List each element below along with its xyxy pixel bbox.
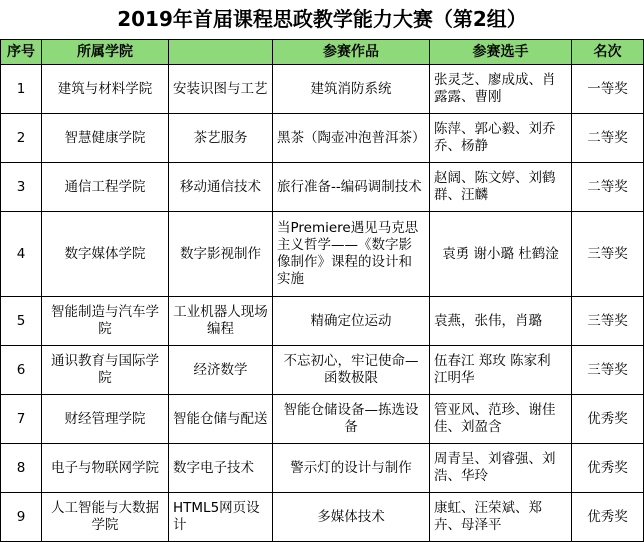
cell-contestants: 康虹、汪荣斌、郑卉、母泽平	[430, 493, 572, 542]
cell-award: 优秀奖	[572, 493, 644, 542]
header-row	[1, 40, 644, 65]
cell-course: 数字影视制作	[169, 212, 273, 297]
cell-course: 茶艺服务	[169, 114, 273, 163]
cell-work: 多媒体技术	[273, 493, 430, 542]
cell-no: 5	[1, 297, 42, 346]
cell-course: HTML5网页设计	[169, 493, 273, 542]
cell-no: 7	[1, 395, 42, 444]
cell-course: 安装识图与工艺	[169, 65, 273, 114]
page-title: 2019年首届课程思政教学能力大赛（第2组）	[117, 7, 527, 31]
cell-award: 优秀奖	[572, 444, 644, 493]
cell-no: 4	[1, 212, 42, 297]
cell-no: 3	[1, 163, 42, 212]
cell-college: 建筑与材料学院	[42, 65, 169, 114]
cell-course: 数字电子技术	[169, 444, 273, 493]
cell-no: 6	[1, 346, 42, 395]
cell-course: 移动通信技术	[169, 163, 273, 212]
cell-award: 二等奖	[572, 163, 644, 212]
cell-no: 8	[1, 444, 42, 493]
table-row	[1, 163, 644, 212]
cell-work: 智能仓储设备—拣选设备	[273, 395, 430, 444]
table-row	[1, 114, 644, 163]
cell-award: 优秀奖	[572, 395, 644, 444]
cell-college: 数字媒体学院	[42, 212, 169, 297]
cell-contestants: 陈萍、郭心毅、刘乔乔、杨静	[430, 114, 572, 163]
cell-work: 建筑消防系统	[273, 65, 430, 114]
cell-work: 黑茶（陶壶冲泡普洱茶）	[273, 114, 430, 163]
cell-contestants: 伍春江 郑玫 陈家利 江明华	[430, 346, 572, 395]
header-award: 名次	[572, 40, 644, 65]
cell-award: 三等奖	[572, 212, 644, 297]
cell-college: 智慧健康学院	[42, 114, 169, 163]
cell-course: 工业机器人现场编程	[169, 297, 273, 346]
cell-no: 1	[1, 65, 42, 114]
table-row	[1, 444, 644, 493]
table-row	[1, 297, 644, 346]
cell-college: 财经管理学院	[42, 395, 169, 444]
cell-contestants: 袁燕，张伟，肖璐	[430, 297, 572, 346]
cell-work: 当Premiere遇见马克思主义哲学——《数字影像制作》课程的设计和实施	[273, 212, 430, 297]
cell-contestants: 周青呈、刘睿强、刘浩、华玲	[430, 444, 572, 493]
awards-table	[0, 39, 644, 542]
cell-contestants: 袁勇 谢小璐 杜鹤淦	[430, 212, 572, 297]
cell-award: 三等奖	[572, 297, 644, 346]
table-row	[1, 493, 644, 542]
cell-contestants: 张灵芝、廖成成、肖露露、曹刚	[430, 65, 572, 114]
table-row	[1, 395, 644, 444]
cell-award: 二等奖	[572, 114, 644, 163]
cell-course: 智能仓储与配送	[169, 395, 273, 444]
header-no: 序号	[1, 40, 42, 65]
cell-no: 9	[1, 493, 42, 542]
cell-work: 精确定位运动	[273, 297, 430, 346]
header-contestants: 参赛选手	[430, 40, 572, 65]
cell-college: 通识教育与国际学院	[42, 346, 169, 395]
header-course	[169, 40, 273, 65]
cell-work: 旅行准备--编码调制技术	[273, 163, 430, 212]
cell-college: 通信工程学院	[42, 163, 169, 212]
table-row	[1, 65, 644, 114]
cell-college: 智能制造与汽车学院	[42, 297, 169, 346]
table-row	[1, 346, 644, 395]
cell-no: 2	[1, 114, 42, 163]
cell-award: 一等奖	[572, 65, 644, 114]
cell-contestants: 管亚风、范珍、谢佳佳、刘盈含	[430, 395, 572, 444]
cell-college: 电子与物联网学院	[42, 444, 169, 493]
header-college: 所属学院	[42, 40, 169, 65]
cell-award: 三等奖	[572, 346, 644, 395]
cell-contestants: 赵阔、陈文婷、刘鹤群、汪麟	[430, 163, 572, 212]
cell-course: 经济数学	[169, 346, 273, 395]
cell-college: 人工智能与大数据学院	[42, 493, 169, 542]
header-work: 参赛作品	[273, 40, 430, 65]
cell-work: 不忘初心，牢记使命—函数极限	[273, 346, 430, 395]
cell-work: 警示灯的设计与制作	[273, 444, 430, 493]
table-row	[1, 212, 644, 297]
